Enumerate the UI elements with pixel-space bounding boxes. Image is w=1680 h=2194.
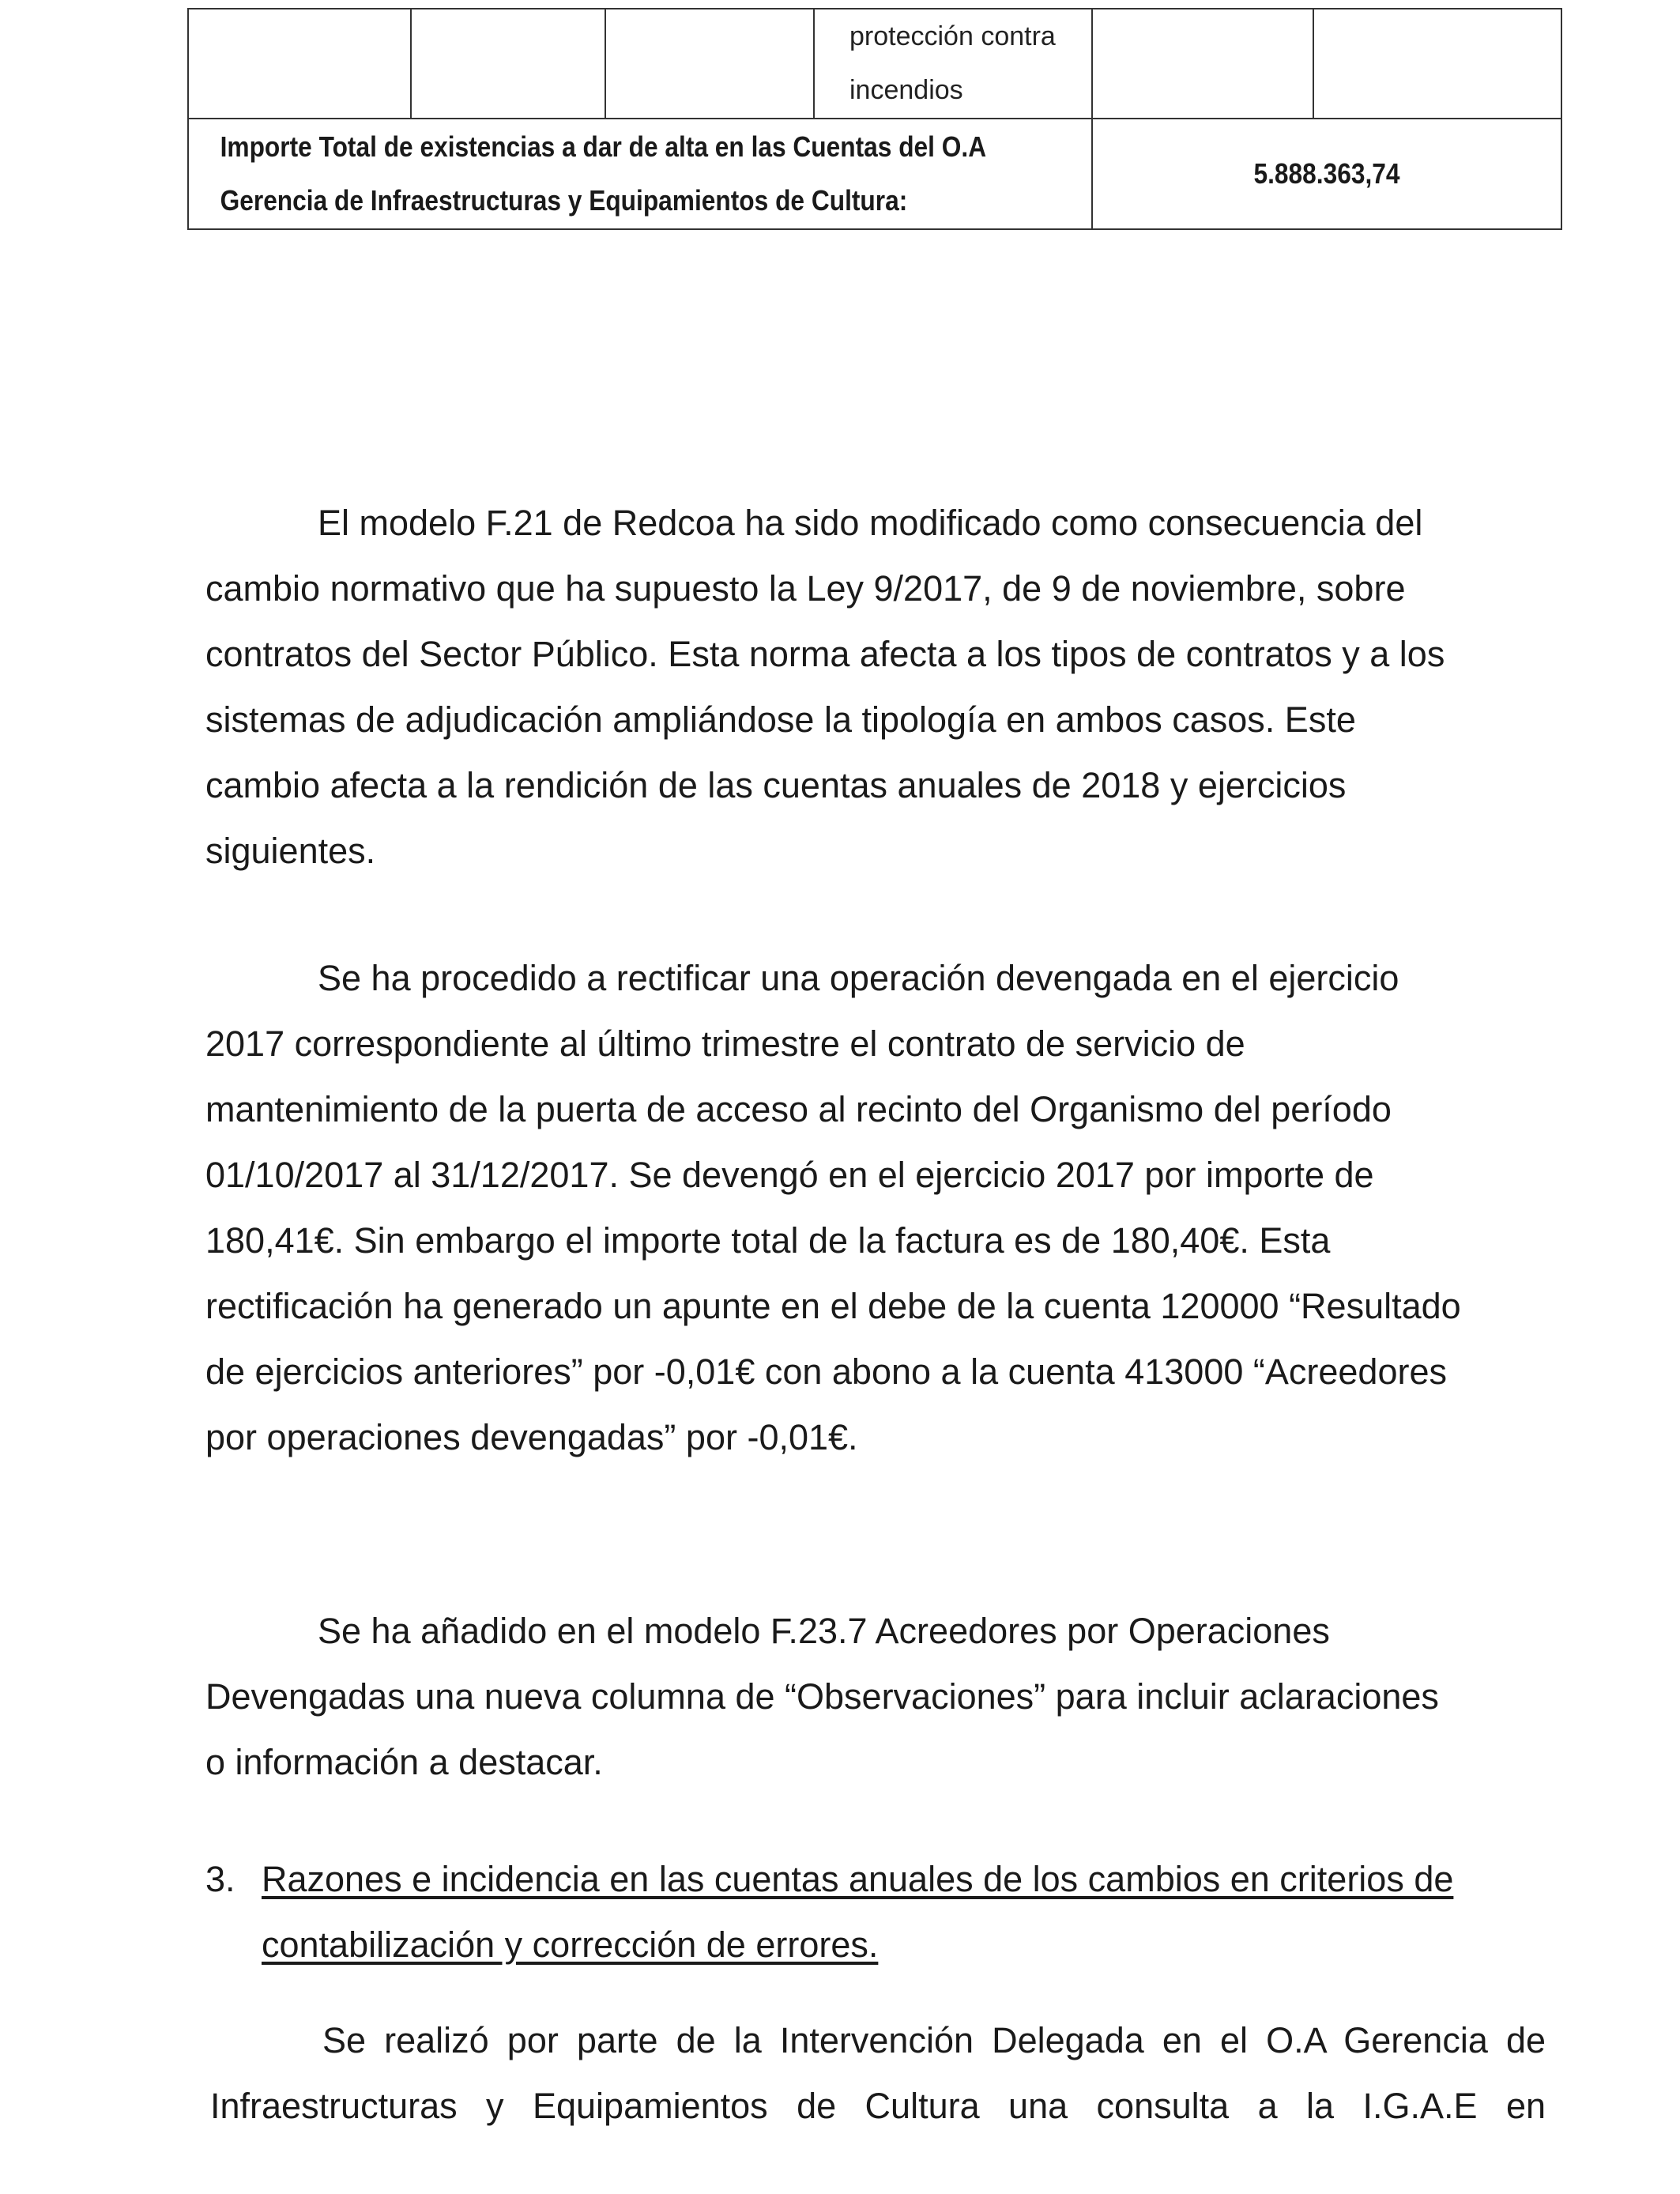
text-line: Infraestructuras y Equipamientos de Cultura una consulta a la I.G.A.E en xyxy=(210,2086,1546,2126)
paragraph-redcoa-model xyxy=(205,490,1549,884)
table-cell xyxy=(188,9,411,119)
text-line: cambio normativo que ha supuesto la Ley 9/2017, de 9 de noviembre, sobre xyxy=(205,568,1406,609)
text-line: 180,41€. Sin embargo el importe total de la factura es de 180,40€. Esta xyxy=(205,1220,1331,1261)
text-line: Devengadas una nueva columna de “Observaciones” para incluir aclaraciones xyxy=(205,1676,1439,1717)
table-cell xyxy=(1092,9,1313,119)
text-line: de ejercicios anteriores” por -0,01€ con abono a la cuenta 413000 “Acreedores xyxy=(205,1351,1447,1392)
inventory-table xyxy=(187,8,1562,230)
section-heading xyxy=(262,1846,1558,1977)
total-label-cell xyxy=(188,119,1092,229)
paragraph-igae-consultation xyxy=(210,2007,1546,2139)
text-line: rectificación ha generado un apunte en el debe de la cuenta 120000 “Resultado xyxy=(205,1286,1461,1326)
text-line: Se ha añadido en el modelo F.23.7 Acreedores por Operaciones xyxy=(318,1611,1330,1651)
total-value: 5.888.363,74 xyxy=(1253,157,1400,190)
paragraph-rectification xyxy=(205,945,1549,1470)
text-line: 01/10/2017 al 31/12/2017. Se devengó en el ejercicio 2017 por importe de xyxy=(205,1155,1374,1195)
text-line: mantenimiento de la puerta de acceso al recinto del Organismo del período xyxy=(205,1089,1392,1129)
text-line: contratos del Sector Público. Esta norma afecta a los tipos de contratos y a los xyxy=(205,634,1445,674)
table-cell xyxy=(1313,9,1561,119)
table-cell xyxy=(411,9,605,119)
text-line: por operaciones devengadas” por -0,01€. xyxy=(205,1417,858,1457)
section-heading-line: contabilización y corrección de errores. xyxy=(262,1924,879,1965)
text-line: El modelo F.21 de Redcoa ha sido modificado como consecuencia del xyxy=(318,503,1423,543)
total-value-cell xyxy=(1092,119,1561,229)
cell-text-line: incendios xyxy=(849,75,963,105)
table-total-row xyxy=(188,119,1561,229)
section-heading-line: Razones e incidencia en las cuentas anuales de los cambios en criterios de xyxy=(262,1859,1454,1899)
text-line: Se realizó por parte de la Intervención Delegada en el O.A Gerencia de xyxy=(322,2020,1546,2060)
cell-text-line: protección contra xyxy=(849,21,1056,51)
paragraph-observations-column xyxy=(205,1598,1549,1795)
text-line: Se ha procedido a rectificar una operación devengada en el ejercicio xyxy=(318,958,1399,998)
table-cell xyxy=(814,9,1092,119)
total-label-line: Importe Total de existencias a dar de alta en las Cuentas del O.A xyxy=(220,130,987,163)
table-row xyxy=(188,9,1561,119)
text-line: sistemas de adjudicación ampliándose la tipología en ambos casos. Este xyxy=(205,699,1356,740)
total-label-line: Gerencia de Infraestructuras y Equipamientos de Cultura: xyxy=(220,184,908,217)
text-line: 2017 correspondiente al último trimestre el contrato de servicio de xyxy=(205,1023,1245,1064)
text-line: siguientes. xyxy=(205,831,376,871)
table-cell xyxy=(605,9,814,119)
text-line: cambio afecta a la rendición de las cuentas anuales de 2018 y ejercicios xyxy=(205,765,1347,805)
text-line: o información a destacar. xyxy=(205,1742,603,1782)
section-number: 3. xyxy=(205,1859,235,1899)
